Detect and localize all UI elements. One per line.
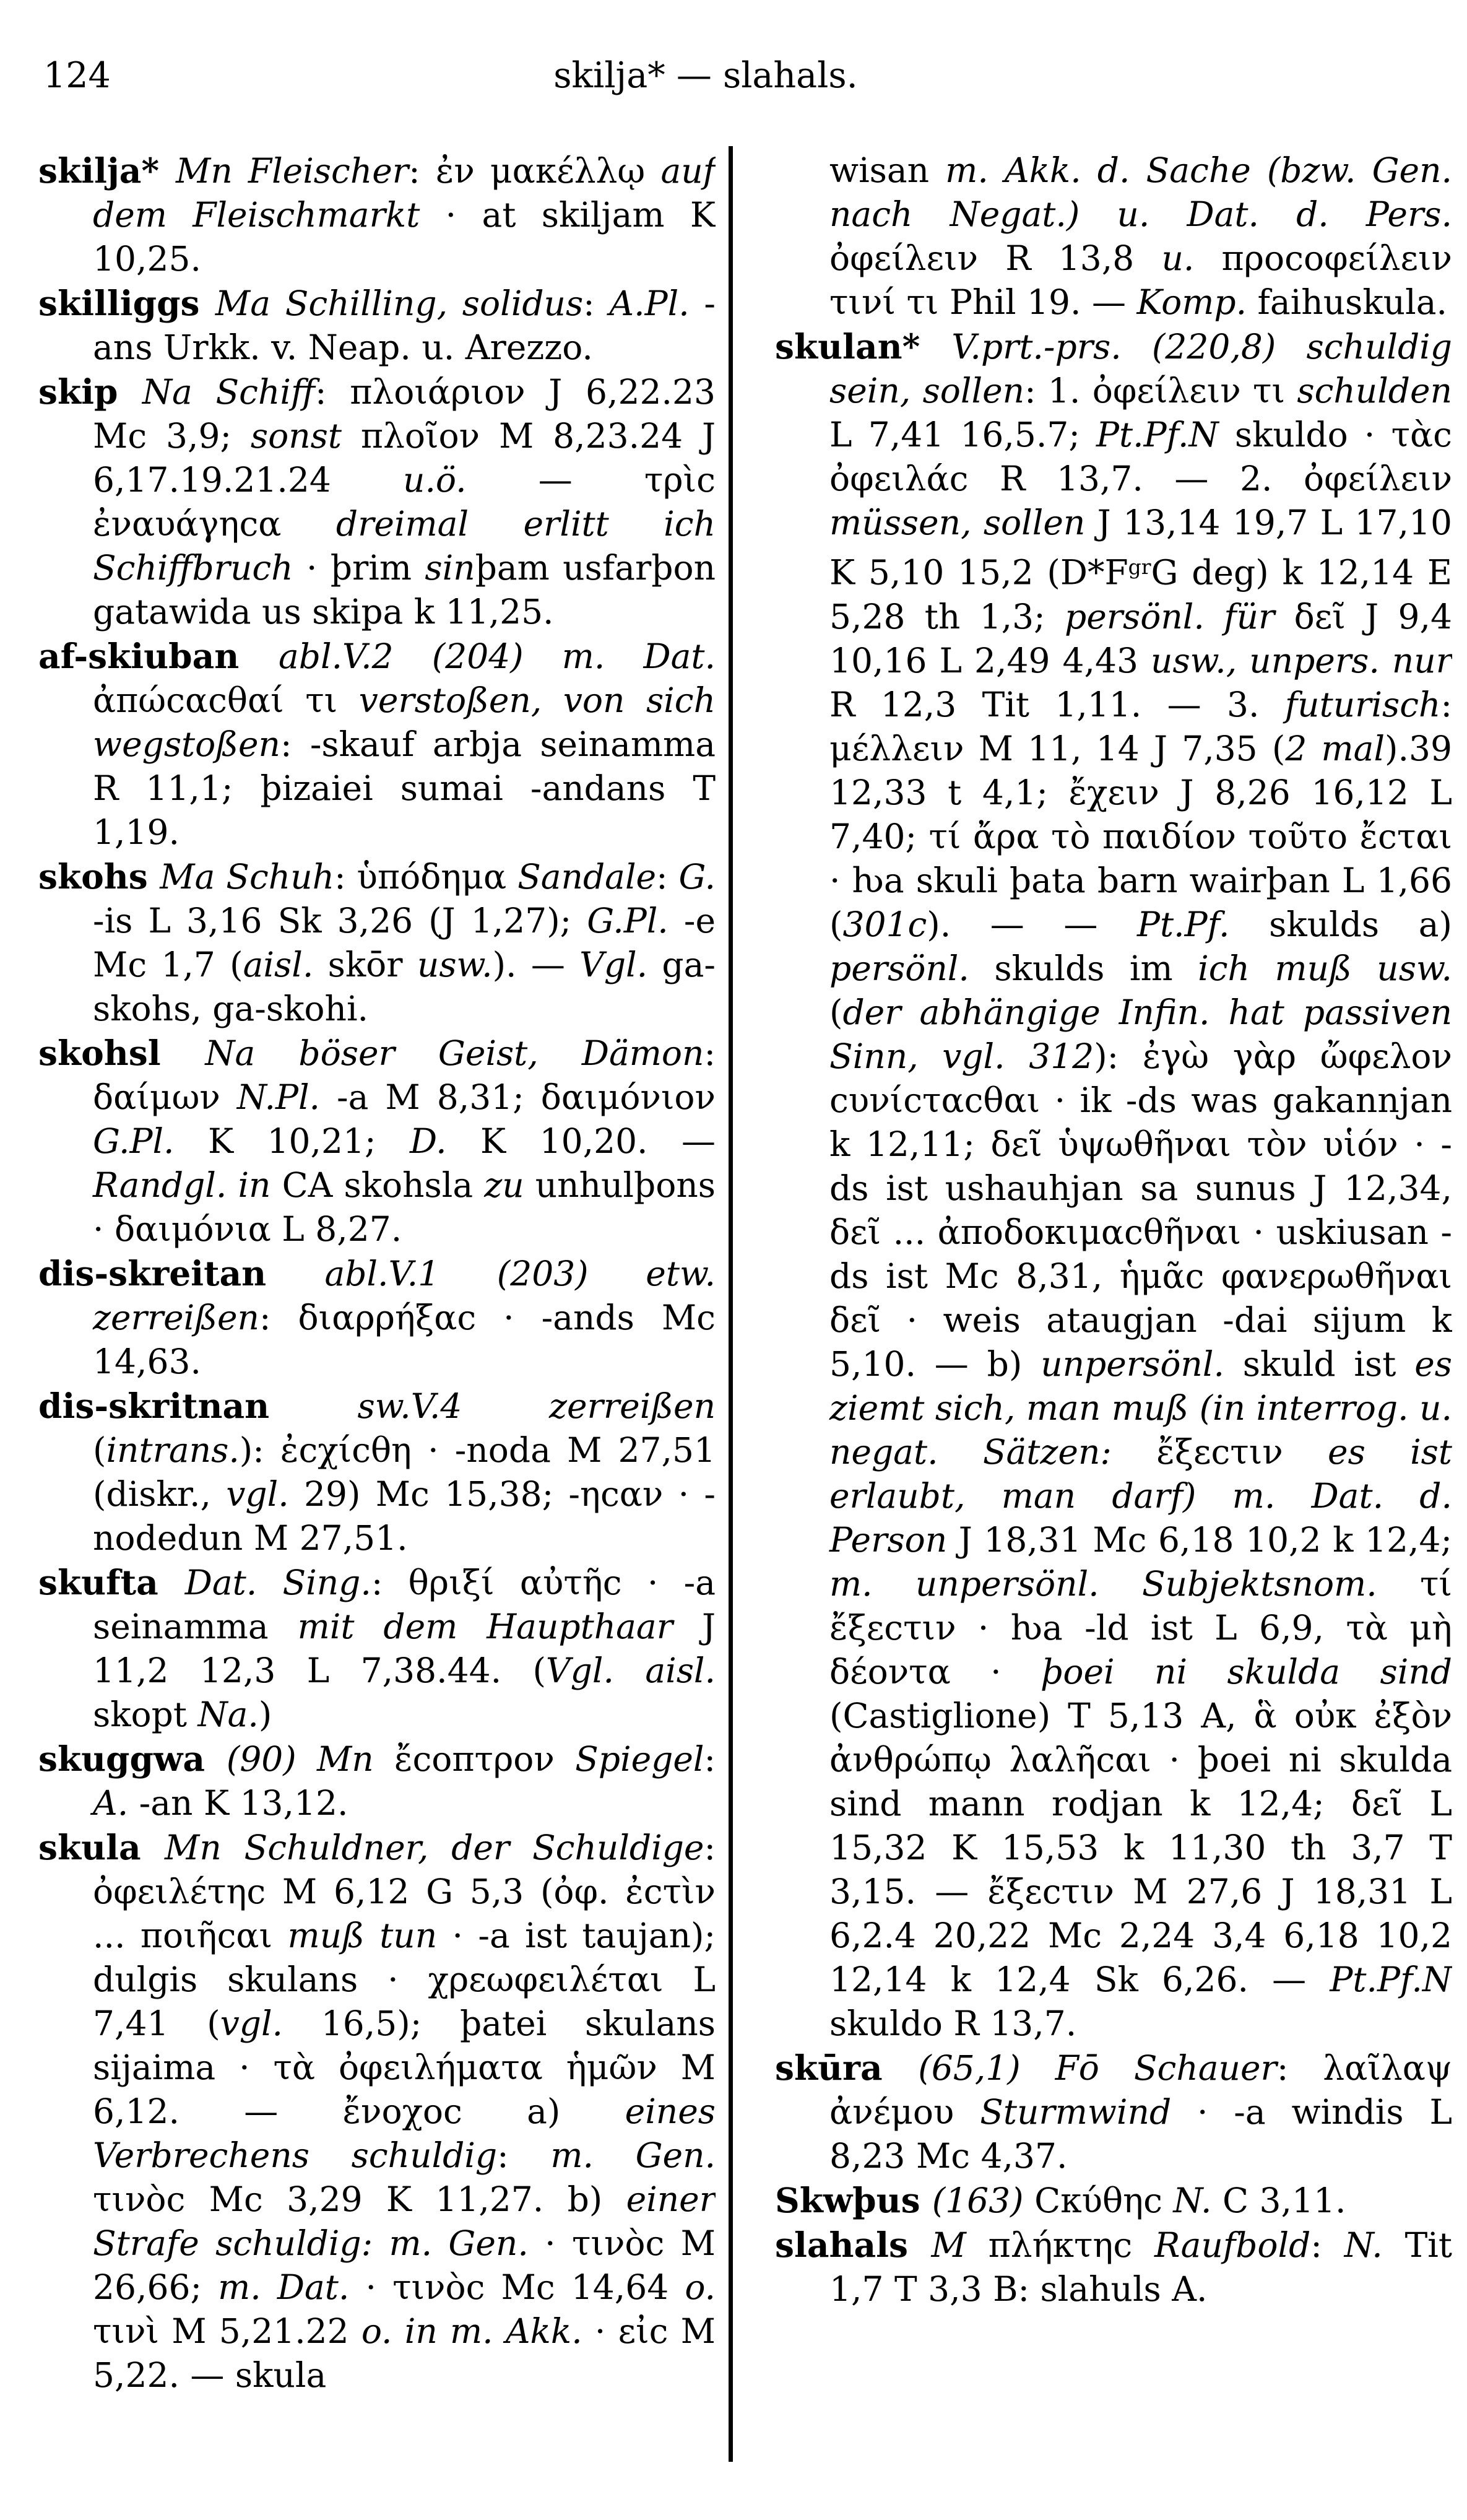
running-title: skilja* — slahals.: [553, 55, 858, 96]
entry-segment: Pt.Pf.N: [1330, 1959, 1452, 1999]
entry-segment: G.Pl.: [93, 1121, 175, 1161]
entry-segment: usw., unpers. nur: [1151, 640, 1452, 680]
entry-segment: einer Strafe schuldig: m. Gen.: [93, 2179, 716, 2263]
entry-segment: τινὶ M 5,21.22: [93, 2311, 361, 2351]
entry-segment: K 10,20. —: [446, 1121, 716, 1161]
entry-segment: A.Pl.: [609, 284, 690, 323]
entry-segment: m. Gen.: [550, 2135, 716, 2175]
entry-segment: ). —: [492, 945, 580, 984]
entry-segment: :: [1310, 2225, 1344, 2265]
entry-headword: skulan*: [775, 326, 952, 367]
entry-segment: Dat. Sing.: [184, 1563, 371, 1602]
entry-segment: aisl.: [243, 945, 314, 984]
entry-segment: G deg) k 12,14 E 5,28 th 1,3;: [829, 552, 1452, 637]
entry-segment: (90) Mn: [226, 1739, 374, 1779]
entry-segment: Cκύθηc: [1023, 2180, 1174, 2220]
entry-segment: : μέλλειν M 11, 14 J 7,35 (: [829, 684, 1452, 768]
entry-segment: skopt: [93, 1695, 198, 1734]
entry-segment: Spiegel: [575, 1739, 704, 1779]
entry-segment: V.prt.-prs. (220,8) schuldig sein, sollen: [829, 327, 1452, 411]
entry-segment: · at skiljam K 10,25.: [93, 195, 716, 279]
entry-segment: : ὀφειλέτηc M 6,12 G 5,3 (ὀφ. ἐcτὶν ... ποιῆcαι: [93, 1828, 716, 1955]
entry-segment: προcοφείλειν τινί τι Phil 19. —: [829, 238, 1452, 322]
entry-segment: (Castiglione) T 5,13 A, ἃ οὐκ ἐξὸν ἀνθρώπῳ λαλῆcαι · þoei ni skulda sind mann rodjan k 12,4; δεῖ L 15,32 K 15,53 k 11,30 th 3,7 T 3,15. — ἔξεcτιν M 27,6 J 18,31 L 6,2.4 20,22 Mc 2,24 3,4 6,18 10,2 12,14 k 12,4 Sk 6,26. —: [829, 1695, 1452, 1999]
entry-segment: u.ö.: [403, 460, 467, 500]
entry-segment: τινὸc Mc 3,29 K 11,27. b): [93, 2179, 626, 2219]
entry-segment: A.: [93, 1783, 129, 1823]
entry-segment: u.: [1161, 238, 1195, 278]
entry-segment: auf dem Fleischmarkt: [93, 151, 716, 235]
entry-segment: -is L 3,16 Sk 3,26 (J 1,27);: [93, 901, 587, 941]
dictionary-entry: [775, 324, 1452, 2046]
dictionary-entry: [38, 1825, 716, 2397]
entry-segment: (: [93, 1430, 106, 1470]
entry-segment: CA skohsla: [270, 1165, 485, 1205]
entry-segment: L 7,41 16,5.7;: [829, 415, 1097, 454]
entry-segment: D.: [409, 1121, 447, 1161]
entry-segment: Sandale: [517, 857, 657, 897]
entry-segment: : θριξί αὐτῆc · -a seinamma: [93, 1563, 716, 1646]
dictionary-entry-continuation: [775, 149, 1452, 324]
entry-segment: · τινὸc M 26,66;: [93, 2223, 716, 2307]
entry-segment: der abhängige Infin. hat passiven Sinn, vgl. 312: [829, 992, 1452, 1076]
entry-segment: ich muß usw.: [1198, 948, 1452, 988]
entry-segment: G.: [678, 857, 716, 897]
entry-segment: R 12,3 Tit 1,11. — 3.: [829, 684, 1285, 724]
entry-segment: m. Dat.: [218, 2267, 350, 2307]
entry-segment: Vgl.: [579, 945, 648, 984]
left-column: [38, 149, 716, 2483]
entry-segment: ). — —: [927, 904, 1138, 944]
entry-segment: ): [258, 1695, 272, 1734]
entry-headword: skuggwa: [38, 1739, 227, 1779]
entry-segment: : λαῖλαψ ἀνέμου: [829, 2048, 1452, 2132]
entry-segment: Na Schiff: [142, 372, 315, 412]
entry-segment: Na.: [197, 1695, 259, 1734]
entry-segment: -ans Urkk. v. Neap. u. Arezzo.: [93, 284, 716, 367]
entry-segment: Randgl. in: [93, 1165, 271, 1205]
entry-segment: skulds im: [969, 948, 1198, 988]
entry-segment: C 3,11.: [1211, 2180, 1346, 2220]
entry-segment: ): ἐcχίcθη · -noda M 27,51 (diskr.,: [93, 1430, 716, 1514]
entry-segment: þoei ni skulda sind: [1041, 1651, 1452, 1692]
entry-segment: eines Verbrechens schuldig: [93, 2092, 716, 2175]
entry-segment: τί ἔξεcτιν · ƕa -ld ist L 6,9, τὰ μὴ δέοντα ·: [829, 1563, 1452, 1692]
entry-segment: :: [656, 857, 679, 897]
entry-segment: sonst: [250, 416, 342, 456]
entry-segment: abl.V.2 (204) m. Dat.: [278, 637, 716, 676]
entry-segment: : ὑπόδημα: [334, 857, 518, 897]
entry-segment: intrans.: [106, 1430, 240, 1470]
entry-segment: ἀπώcαcθαί τι: [93, 680, 359, 720]
entry-segment: (163): [932, 2180, 1024, 2220]
entry-segment: Mn Schuldner, der Schuldige: [165, 1828, 704, 1867]
entry-segment: N.Pl.: [236, 1077, 321, 1117]
dictionary-entry: [775, 2223, 1452, 2311]
entry-segment: skuldo R 13,7.: [829, 2003, 1077, 2043]
dictionary-entry: [38, 1031, 716, 1251]
entry-segment: : δαίμων: [93, 1033, 716, 1117]
entry-segment: sin: [425, 548, 475, 588]
entry-headword: skohsl: [38, 1033, 206, 1073]
dictionary-entry: [38, 281, 716, 370]
entry-segment: (: [829, 992, 843, 1032]
entry-segment: müssen, sollen: [829, 503, 1086, 542]
entry-segment: δεῖ J 9,4 10,16 L 2,49 4,43: [829, 596, 1452, 680]
entry-segment: þam usfarþon gatawida us skipa k 11,25.: [93, 548, 716, 632]
entry-segment: Pt.Pf.: [1137, 904, 1230, 944]
entry-segment: :: [704, 1739, 716, 1779]
entry-segment: skuldo · τὰc ὀφειλάc R 13,7. — 2. ὀφείλειν: [829, 415, 1452, 498]
entry-segment: — τρὶc ἐναυάγηcα: [93, 460, 716, 544]
entry-segment: ὀφείλειν R 13,8: [829, 238, 1162, 278]
dictionary-entry: [38, 1251, 716, 1384]
entry-segment: πλοῖον M 8,23.24 J 6,17.19.21.24: [93, 416, 716, 500]
dictionary-entry: [38, 370, 716, 634]
entry-segment: : ἐν μακέλλῳ: [409, 151, 661, 191]
entry-headword: skufta: [38, 1562, 185, 1602]
entry-segment: : διαρρήξαc · -ands Mc 14,63.: [93, 1298, 716, 1381]
dictionary-entry: [38, 149, 716, 281]
entry-headword: skilja*: [38, 150, 176, 191]
entry-headword: skūra: [775, 2047, 919, 2088]
entry-segment: mit dem Haupthaar: [297, 1607, 673, 1646]
entry-segment: persönl.: [829, 948, 969, 988]
entry-headword: slahals: [775, 2224, 932, 2265]
entry-segment: ga-skohs, ga-skohi.: [93, 945, 716, 1028]
entry-segment: unpersönl.: [1041, 1344, 1224, 1384]
entry-segment: dreimal erlitt ich Schiffbruch: [93, 504, 716, 588]
right-column: [775, 149, 1452, 2483]
entry-segment: Vgl. aisl.: [545, 1651, 716, 1690]
entry-segment: Na böser Geist, Dämon: [205, 1033, 704, 1073]
entry-segment: o.: [685, 2267, 716, 2307]
entry-segment: o. in m. Akk.: [361, 2311, 582, 2351]
entry-segment: Pt.Pf.N: [1096, 415, 1219, 454]
page-number: 124: [43, 55, 111, 96]
entry-segment: unhulþons · δαιμόνια L 8,27.: [93, 1165, 716, 1249]
entry-segment: skōr: [313, 945, 417, 984]
entry-segment: M: [931, 2225, 966, 2265]
entry-segment: 301c: [842, 904, 927, 944]
entry-segment: -e Mc 1,7 (: [93, 901, 716, 984]
entry-segment: vgl.: [220, 2004, 283, 2043]
entry-segment: Mn Fleischer: [176, 151, 409, 191]
entry-segment: verstoßen, von sich wegstoßen: [93, 680, 716, 764]
entry-segment: m. unpersönl. Subjektsnom.: [829, 1563, 1377, 1604]
entry-segment: : -skauf arbja seinamma R 11,1; þizaiei sumai -andans T 1,19.: [93, 724, 716, 852]
entry-segment: ἔcοπτρον: [373, 1739, 576, 1779]
entry-segment: J 11,2 12,3 L 7,38.44. (: [93, 1607, 716, 1690]
entry-segment: m. Akk. d. Sache (bzw. Gen. nach Negat.) u. Dat. d. Pers.: [829, 150, 1452, 234]
entry-segment: :: [497, 2135, 551, 2175]
entry-segment: futurisch: [1284, 684, 1441, 724]
entry-segment: sw.V.4 zerreißen: [357, 1386, 716, 1426]
entry-segment: Ma Schuh: [160, 857, 335, 897]
dictionary-entry: [38, 1737, 716, 1825]
entry-segment: · τινὸc Mc 14,64: [349, 2267, 685, 2307]
entry-segment: J 18,31 Mc 6,18 10,2 k 12,4;: [947, 1519, 1452, 1560]
entry-segment: N.: [1344, 2225, 1383, 2265]
entry-segment: es ist erlaubt, man darf) m. Dat. d. Person: [829, 1432, 1452, 1560]
entry-segment: : πλοιάριον J 6,22.23 Mc 3,9;: [93, 372, 716, 456]
entry-segment: · -a ist taujan); dulgis skulans · χρεωφειλέται L 7,41 (: [93, 1916, 716, 2043]
entry-segment: · -a windis L 8,23 Mc 4,37.: [829, 2092, 1452, 2176]
entry-segment: · þrim: [293, 548, 425, 588]
entry-segment: faihuskula.: [1247, 282, 1447, 322]
dictionary-entry: [775, 2046, 1452, 2178]
entry-segment: 29) Mc 15,38; -ηcαν · -nodedun M 27,51.: [93, 1474, 716, 1558]
entry-headword: Skwþus: [775, 2179, 932, 2220]
entry-segment: persönl. für: [1065, 596, 1275, 637]
entry-segment: muß tun: [287, 1916, 438, 1955]
entry-segment: zu: [484, 1165, 524, 1205]
entry-segment: wisan: [829, 150, 946, 190]
dictionary-entry: [775, 2178, 1452, 2223]
entry-segment: · εἰc M 5,22. — skula: [93, 2311, 716, 2395]
entry-headword: dis-skritnan: [38, 1386, 358, 1426]
entry-segment: N.: [1173, 2180, 1212, 2220]
dictionary-body: [38, 149, 1452, 2483]
entry-segment: Raufbold: [1154, 2225, 1311, 2265]
entry-segment: schulden: [1297, 371, 1452, 411]
dictionary-entry: [38, 854, 716, 1031]
dictionary-entry: [38, 1384, 716, 1560]
entry-segment: (65,1) Fō Schauer: [918, 2048, 1277, 2088]
entry-segment: ).39 12,33 t 4,1; ἔχειν J 8,26 16,12 L 7,40; τί ἄρα τὸ παιδίον τοῦτο ἔcται · ƕa skuli þata barn wairþan L 1,66 (: [829, 728, 1452, 944]
entry-segment: Tit 1,7 T 3,3 B: slahuls A.: [829, 2225, 1452, 2309]
entry-segment: ἔξεcτιν: [1111, 1432, 1328, 1472]
entry-segment: vgl.: [226, 1474, 289, 1514]
entry-segment: ): ἐγὼ γὰρ ὤφελον cυνίcταcθαι · ik -ds was gakannjan k 12,11; δεῖ ὑψωθῆναι τὸν υἱόν · -ds ist ushauhjan sa sunus J 12,34, δεῖ ... ἀποδοκιμαcθῆναι · uskiusan -ds ist Mc 8,31, ἡμᾶc φανερωθῆναι δεῖ · weis ataugjan -dai sijum k 5,10. — b): [829, 1036, 1452, 1384]
entry-segment: G.Pl.: [587, 901, 669, 941]
entry-segment: 2 mal: [1285, 728, 1385, 768]
page-header: [0, 52, 1467, 108]
entry-segment: Sturmwind: [980, 2092, 1172, 2132]
dictionary-entry: [38, 634, 716, 854]
entry-segment: Komp.: [1136, 282, 1247, 322]
entry-segment: K 10,21;: [174, 1121, 410, 1161]
entry-headword: dis-skreitan: [38, 1253, 325, 1293]
entry-segment: -an K 13,12.: [128, 1783, 348, 1823]
entry-segment: 16,5); þatei skulans sijaima · τὰ ὀφειλήματα ἡμῶν M 6,12. — ἔνοχοc a): [93, 2004, 716, 2131]
entry-segment: skuld ist: [1224, 1344, 1415, 1384]
entry-headword: af-skiuban: [38, 636, 279, 676]
entry-segment: gr: [1128, 555, 1151, 579]
entry-segment: J 13,14 19,7 L 17,10 K 5,10 15,2 (D*F: [829, 503, 1452, 593]
entry-headword: skula: [38, 1827, 165, 1867]
entry-headword: skohs: [38, 856, 160, 897]
entry-headword: skip: [38, 371, 142, 412]
entry-segment: es ziemt sich, man muß (in interrog. u. negat. Sätzen:: [829, 1344, 1452, 1472]
dictionary-entry: [38, 1560, 716, 1737]
entry-segment: -a M 8,31; δαιμόνιον: [320, 1077, 716, 1117]
entry-segment: abl.V.1 (203) etw. zerreißen: [93, 1254, 716, 1337]
entry-segment: Ma Schilling, solidus: [215, 284, 584, 323]
entry-segment: πλήκτηc: [966, 2225, 1154, 2265]
entry-headword: skilliggs: [38, 283, 215, 323]
entry-segment: : 1. ὀφείλειν τι: [1024, 371, 1297, 411]
entry-segment: skulds a): [1229, 904, 1452, 944]
entry-segment: usw.: [417, 945, 493, 984]
entry-segment: :: [583, 284, 610, 323]
